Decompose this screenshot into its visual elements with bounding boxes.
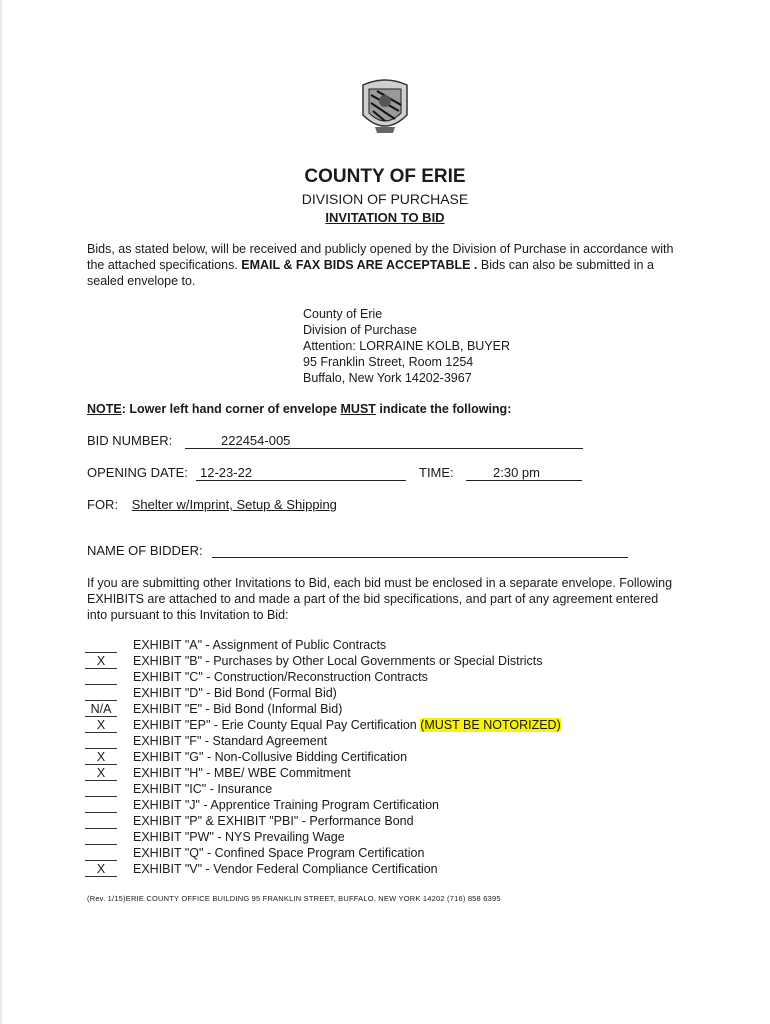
time-field[interactable]: [466, 465, 582, 481]
exhibit-item: EXHIBIT "A" - Assignment of Public Contracts: [133, 638, 387, 652]
division-heading: DIVISION OF PURCHASE: [301, 191, 469, 207]
intro-bold: EMAIL & FAX BIDS ARE ACCEPTABLE .: [241, 258, 478, 272]
address-line: Attention: LORRAINE KOLB, BUYER: [303, 339, 511, 353]
exhibit-mark[interactable]: [85, 670, 117, 685]
exhibit-item-text: EXHIBIT "EP" - Erie County Equal Pay Certification: [133, 718, 421, 732]
intro-paragraph: [87, 241, 677, 289]
exhibit-item: [133, 718, 561, 732]
time-value: 2:30 pm: [493, 465, 540, 480]
bidder-label: NAME OF BIDDER:: [87, 543, 203, 558]
for-value: Shelter w/Imprint, Setup & Shipping: [131, 497, 337, 512]
invitation-heading: INVITATION TO BID: [325, 210, 445, 225]
exhibit-mark[interactable]: [85, 798, 117, 813]
mailing-address: [303, 306, 510, 386]
exhibits-intro: If you are submitting other Invitations to Bid, each bid must be enclosed in a separate envelope. Following EXHIBITS are attached to and made a part of the bid specifications, and part of any agreement entered into pursuant to this Invitation to Bid:: [87, 576, 673, 622]
exhibit-item: EXHIBIT "V" - Vendor Federal Compliance Certification: [133, 862, 438, 876]
exhibit-mark[interactable]: [85, 638, 117, 653]
exhibit-item: EXHIBIT "IC" - Insurance: [133, 782, 273, 796]
exhibit-item: EXHIBIT "B" - Purchases by Other Local Governments or Special Districts: [133, 654, 543, 668]
opening-date-value: 12-23-22: [200, 465, 253, 480]
opening-date-row: [87, 465, 188, 480]
exhibit-list: [0, 638, 770, 878]
exhibit-item: EXHIBIT "G" - Non-Collusive Bidding Certification: [133, 750, 408, 764]
exhibit-mark[interactable]: [85, 846, 117, 861]
exhibit-mark[interactable]: X: [85, 750, 117, 765]
notarize-highlight: (MUST BE NOTORIZED): [420, 718, 561, 732]
intro-text-1: Bids, as stated below, will be received and publicly opened by the Division of Purchase in accordance with the attached specifications.: [87, 242, 674, 272]
exhibit-item: EXHIBIT "PW" - NYS Prevailing Wage: [133, 830, 345, 844]
exhibit-mark[interactable]: [85, 782, 117, 797]
for-label: FOR:: [87, 497, 119, 512]
exhibit-item: EXHIBIT "F" - Standard Agreement: [133, 734, 328, 748]
bid-number-field[interactable]: [185, 433, 583, 449]
exhibit-mark[interactable]: X: [85, 766, 117, 781]
opening-date-field[interactable]: [196, 465, 406, 481]
exhibit-item: EXHIBIT "C" - Construction/Reconstruction Contracts: [133, 670, 428, 684]
county-seal-icon: [355, 75, 415, 137]
exhibit-item: EXHIBIT "H" - MBE/ WBE Commitment: [133, 766, 351, 780]
bid-number-row: [87, 433, 172, 448]
exhibit-item: EXHIBIT "J" - Apprentice Training Program Certification: [133, 798, 439, 812]
address-line: 95 Franklin Street, Room 1254: [303, 355, 474, 369]
exhibit-mark[interactable]: [85, 830, 117, 845]
exhibit-item: EXHIBIT "D" - Bid Bond (Formal Bid): [133, 686, 337, 700]
address-line: Buffalo, New York 14202-3967: [303, 371, 472, 385]
exhibit-mark[interactable]: X: [85, 718, 117, 733]
opening-date-label: OPENING DATE:: [87, 465, 188, 480]
time-label: TIME:: [419, 465, 454, 480]
exhibit-item: EXHIBIT "E" - Bid Bond (Informal Bid): [133, 702, 343, 716]
exhibit-mark[interactable]: [85, 814, 117, 829]
address-line: County of Erie: [303, 307, 383, 321]
note-text-b: indicate the following:: [375, 402, 512, 416]
note-text-a: : Lower left hand corner of envelope: [121, 402, 341, 416]
note-label: NOTE: [87, 402, 122, 416]
exhibit-mark[interactable]: [85, 686, 117, 701]
bidder-name-field[interactable]: [212, 543, 628, 558]
exhibit-mark[interactable]: X: [85, 862, 117, 877]
exhibit-item: EXHIBIT "P" & EXHIBIT "PBI" - Performance Bond: [133, 814, 414, 828]
exhibit-mark[interactable]: X: [85, 654, 117, 669]
footer-address: (Rev. 1/15)ERIE COUNTY OFFICE BUILDING 95 FRANKLIN STREET, BUFFALO, NEW YORK 14202 (716) 858 6395: [87, 894, 501, 903]
address-line: Division of Purchase: [303, 323, 417, 337]
exhibit-item: EXHIBIT "Q" - Confined Space Program Certification: [133, 846, 425, 860]
page-title: COUNTY OF ERIE: [304, 166, 466, 187]
envelope-note: [87, 402, 511, 416]
exhibit-mark[interactable]: [85, 734, 117, 749]
bidder-row: [87, 543, 203, 558]
for-row: [87, 497, 337, 512]
bid-number-label: BID NUMBER:: [87, 433, 173, 448]
intro-text-2: Bids can also be submitted in a sealed envelope to.: [87, 258, 654, 288]
bid-number-value: 222454-005: [221, 433, 291, 448]
exhibit-mark[interactable]: N/A: [85, 702, 117, 717]
note-must: MUST: [340, 402, 376, 416]
